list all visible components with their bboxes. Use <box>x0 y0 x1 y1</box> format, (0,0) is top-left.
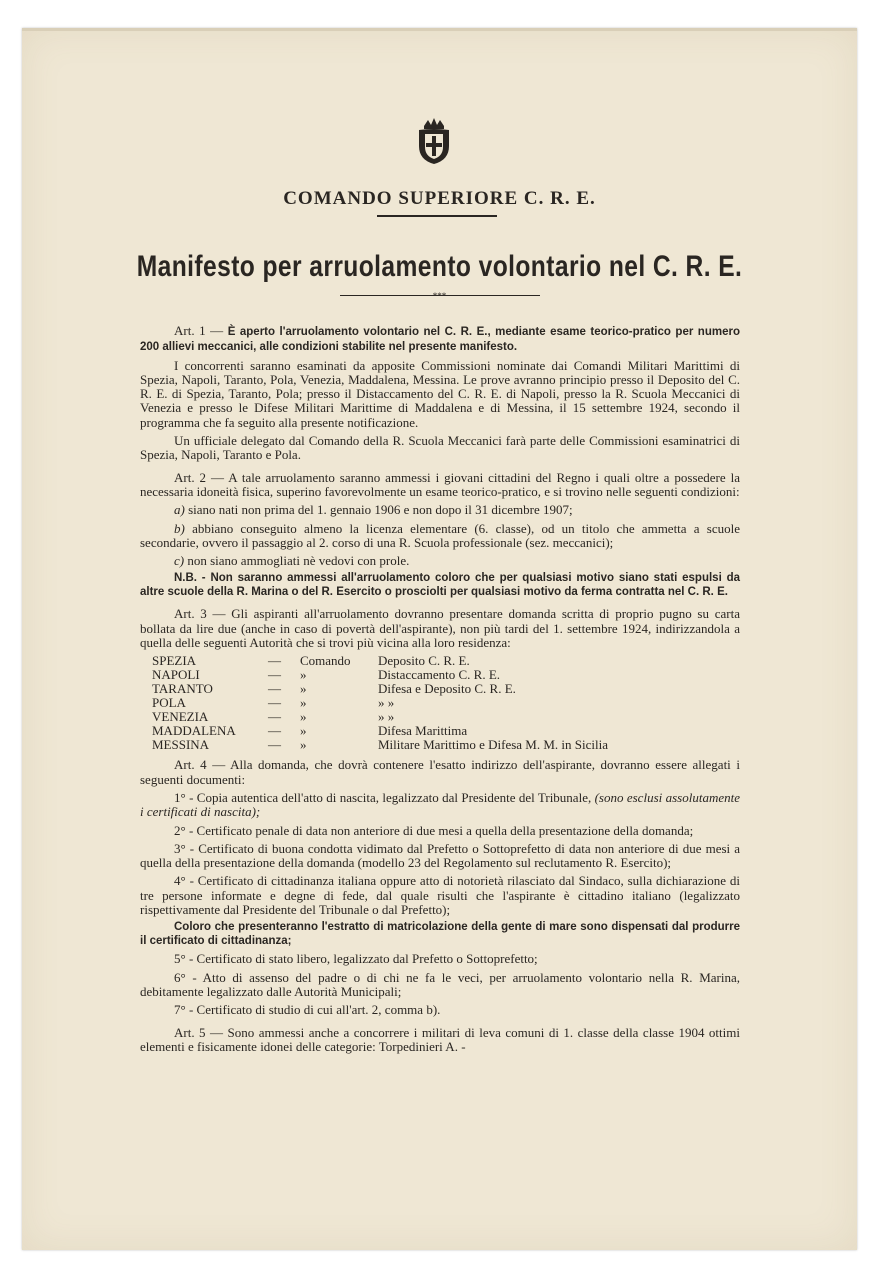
article-4-text: Alla domanda, che dovrà contenere l'esatto indirizzo dell'aspirante, dovranno essere allegati i seguenti documenti: <box>140 757 740 787</box>
document-sheet <box>22 28 857 1250</box>
document-item-1-note: (sono esclusi assolutamente i certificati di nascita); <box>140 789 740 820</box>
article-1-commissions: I concorrenti saranno esaminati da apposite Commissioni nominate dai Comandi Militari Marittimi di Spezia, Napoli, Taranto, Pola, Venezia, Maddalena, Messina. Le prove avranno principio presso il Deposito del C. R. E. di Spezia, Taranto, Pola; presso il Distaccamento del C. R. E. di Napoli, presso la R. Scuola Meccanici di Venezia e presso le Difese Militari Marittime di Maddalena e di Messina, il 15 settembre 1924, secondo il programma che fa seguito alla presente notificazione. <box>140 357 740 430</box>
separator-stars: *** <box>432 291 447 301</box>
dash-cell: — <box>268 737 281 753</box>
document-item-6: 6° - Atto di assenso del padre o di chi ne fa le veci, per arruolamento volontario nella R. Marina, debitamente legalizzato dalle Autorità Municipali; <box>140 969 740 999</box>
condition-c-text: non siano ammogliati nè vedovi con prole. <box>187 553 410 569</box>
nb-note: N.B. - Non saranno ammessi all'arruolamento coloro che per qualsiasi motivo siano stati espulsi da altre scuole della R. Marina o del R. Esercito o prosciolti per qualsiasi motivo da ferma contratta nel C. R. E. <box>140 572 740 598</box>
city-cell: VENEZIA <box>152 709 209 725</box>
citizenship-note: Coloro che presenteranno l'estratto di matricolazione della gente di mare sono dispensati dal produrre il certificato di cittadinanza; <box>140 921 740 947</box>
table-row <box>152 724 614 738</box>
command-cell: Comando <box>300 653 351 669</box>
dash-cell: — <box>268 667 281 683</box>
dash-cell: — <box>268 653 281 669</box>
document-body <box>140 324 740 1058</box>
article-2 <box>140 471 740 500</box>
article-3-text: Gli aspiranti all'arruolamento dovranno presentare domanda scritta di proprio pugno su carta bollata da lire due (anche in caso di povertà dell'aspirante), non più tardi del 1. settembre 1924, indirizzandola a quella delle seguenti Autorità che si trovi più vicina alla loro residenza: <box>140 606 740 651</box>
city-cell: MESSINA <box>152 737 210 753</box>
article-1 <box>140 324 740 355</box>
dash-cell: — <box>268 681 281 697</box>
document-item-2: 2° - Certificato penale di data non anteriore di due mesi a quella della presentazione della domanda; <box>174 822 694 838</box>
city-cell: SPEZIA <box>152 653 197 669</box>
condition-b <box>140 522 740 551</box>
dash-cell: — <box>268 709 281 725</box>
table-row <box>152 738 614 752</box>
condition-a-text: siano nati non prima del 1. gennaio 1906 e non dopo il 31 dicembre 1907; <box>188 502 573 518</box>
article-1-delegate: Un ufficiale delegato dal Comando della R. Scuola Meccanici farà parte delle Commissioni esaminatrici di Spezia, Napoli, Taranto e Pola. <box>140 433 740 463</box>
command-cell: » <box>300 709 307 725</box>
city-cell: MADDALENA <box>152 723 236 739</box>
document-item-5: 5° - Certificato di stato libero, legalizzato dal Prefetto o Sottoprefetto; <box>174 951 538 967</box>
table-row <box>152 682 614 696</box>
article-3-label: Art. 3 — <box>174 606 226 622</box>
city-cell: NAPOLI <box>152 667 200 683</box>
article-4-label: Art. 4 — <box>174 757 226 773</box>
condition-c <box>140 554 740 568</box>
document-item-7: 7° - Certificato di studio di cui all'art. 2, comma b). <box>174 1002 441 1018</box>
manifesto-title: Manifesto per arruolamento volontario nel C. R. E. <box>136 250 743 283</box>
table-row <box>152 710 614 724</box>
article-5-text: Sono ammessi anche a concorrere i militari di leva comuni di 1. classe della classe 1904 ottimi elementi e fisicamente idonei delle categorie: Torpedinieri A. - <box>140 1024 740 1054</box>
table-row <box>152 696 614 710</box>
dash-cell: — <box>268 695 281 711</box>
article-1-text: È aperto l'arruolamento volontario nel C. R. E., mediante esame teorico-pratico per numero 200 allievi meccanici, alle condizioni stabilite nel presente manifesto. <box>140 326 740 354</box>
command-cell: » <box>300 723 307 739</box>
city-cell: POLA <box>152 695 186 711</box>
command-cell: » <box>300 667 307 683</box>
article-5-label: Art. 5 — <box>174 1024 224 1040</box>
article-1-label: Art. 1 — <box>174 323 224 338</box>
document-item-1-text: 1° - Copia autentica dell'atto di nascita, legalizzato dal Presidente del Tribunale, <box>174 789 592 805</box>
article-3 <box>140 607 740 650</box>
condition-c-label: c) <box>174 553 185 569</box>
crown-crest-icon <box>414 116 454 166</box>
document-item-4: 4° - Certificato di cittadinanza italiana oppure atto di notorietà rilasciato dal Sindaco, sulla dichiarazione di tre persone informate e degne di fede, dal quale risulti che l'aspirante è cittadino italiano (legalizzato rispettivamente dal Presidente del Tribunale o dal Prefetto); <box>140 873 740 918</box>
article-2-label: Art. 2 — <box>174 469 224 485</box>
office-cell: » » <box>378 709 395 725</box>
table-row <box>152 668 614 682</box>
condition-b-text: abbiano conseguito almeno la licenza elementare (6. classe), od un titolo che ammetta a scuole secondarie, ovvero il passaggio al 2. corso di una R. Scuola professionale (sez. meccanici); <box>140 520 740 550</box>
table-row <box>152 654 614 668</box>
condition-a-label: a) <box>174 502 185 518</box>
document-item-1 <box>140 791 740 820</box>
command-cell: » <box>300 695 307 711</box>
article-5 <box>140 1026 740 1055</box>
office-cell: Militare Marittimo e Difesa M. M. in Sicilia <box>378 737 608 753</box>
city-cell: TARANTO <box>152 681 213 697</box>
office-cell: » » <box>378 695 395 711</box>
command-cell: » <box>300 681 307 697</box>
command-title: COMANDO SUPERIORE C. R. E. <box>283 188 596 209</box>
condition-b-label: b) <box>174 520 185 536</box>
office-cell: Distaccamento C. R. E. <box>378 667 501 683</box>
article-4 <box>140 758 740 787</box>
command-cell: » <box>300 737 307 753</box>
office-cell: Deposito C. R. E. <box>378 653 470 669</box>
condition-a <box>140 503 740 517</box>
office-cell: Difesa e Deposito C. R. E. <box>378 681 516 697</box>
dash-cell: — <box>268 723 281 739</box>
office-cell: Difesa Marittima <box>378 723 468 739</box>
title-divider <box>377 215 497 217</box>
article-2-text: A tale arruolamento saranno ammessi i giovani cittadini del Regno i quali oltre a possedere la necessaria idoneità fisica, superino favorevolmente un esame teorico-pratico, e si trovino nelle seguenti condizioni: <box>140 469 740 499</box>
document-item-3: 3° - Certificato di buona condotta vidimato dal Prefetto o Sottoprefetto di data non anteriore di due mesi a quella della presentazione della domanda (modello 23 del Regolamento sul reclutamento R. Esercito); <box>140 840 740 871</box>
authorities-table <box>152 654 614 752</box>
